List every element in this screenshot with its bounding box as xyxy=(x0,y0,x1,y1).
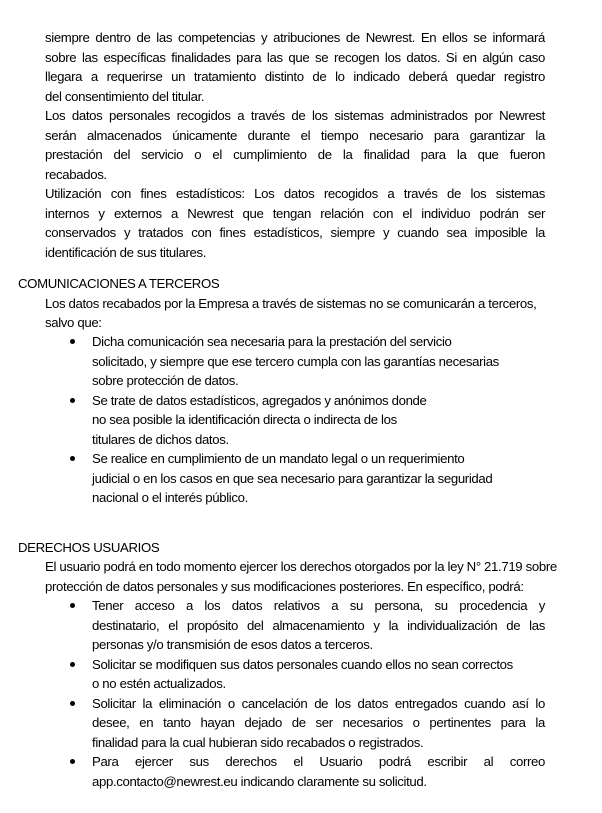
text-line: personas y/o transmisión de esos datos a terceros. xyxy=(92,637,373,652)
text-line: protección de datos personales y sus modificaciones posteriores. En específico, podrá: xyxy=(45,579,524,594)
text-line: Utilización con fines estadísticos: Los datos recogidos a través de los sistemas xyxy=(45,186,545,201)
text-line: prestación del servicio o el cumplimiento de la finalidad para la que fueron xyxy=(45,147,545,162)
text-line: Solicitar la eliminación o cancelación de los datos entregados cuando así lo xyxy=(92,696,545,711)
text-line: desee, en tanto hayan dejado de ser necesarios o pertinentes para la xyxy=(92,715,545,730)
text-line: del consentimiento del titular. xyxy=(45,89,205,104)
text-line: no sea posible la identificación directa o indirecta de los xyxy=(92,412,397,427)
text-line: siempre dentro de las competencias y atribuciones de Newrest. En ellos se informará xyxy=(45,30,545,45)
text-line: Solicitar se modifiquen sus datos personales cuando ellos no sean correctos xyxy=(92,657,513,672)
text-line: Se realice en cumplimiento de un mandato legal o un requerimiento xyxy=(92,451,465,466)
text-line: sobre protección de datos. xyxy=(92,373,239,388)
text-line: solicitado, y siempre que ese tercero cumpla con las garantías necesarias xyxy=(92,354,499,369)
text-line: Tener acceso a los datos relativos a su persona, su procedencia y xyxy=(92,598,545,613)
text-line: destinatario, el propósito del almacenamiento y la individualización de las xyxy=(92,618,545,633)
text-line: nacional o el interés público. xyxy=(92,490,248,505)
text-line: Se trate de datos estadísticos, agregados y anónimos donde xyxy=(92,393,427,408)
text-line: conservados y tratados con fines estadísticos, siempre y cuando sea imposible la xyxy=(45,225,545,240)
bullet-icon xyxy=(70,339,75,344)
text-line: judicial o en los casos en que sea necesario para garantizar la seguridad xyxy=(92,471,493,486)
text-line: serán almacenados únicamente durante el tiempo necesario para garantizar la xyxy=(45,128,545,143)
text-line: sobre las específicas finalidades para las que se recogen los datos. Si en algún caso xyxy=(45,50,545,65)
bullet-icon xyxy=(70,759,75,764)
bullet-icon xyxy=(70,398,75,403)
section-heading: COMUNICACIONES A TERCEROS xyxy=(18,276,220,291)
text-line: Dicha comunicación sea necesaria para la prestación del servicio xyxy=(92,334,452,349)
text-line: llegara a requerirse un tratamiento distinto de lo indicado deberá quedar registro xyxy=(45,69,545,84)
text-line: recabados. xyxy=(45,167,107,182)
text-line: El usuario podrá en todo momento ejercer los derechos otorgados por la ley N° 21.719 sobre xyxy=(45,559,557,574)
text-line: salvo que: xyxy=(45,315,102,330)
bullet-icon xyxy=(70,603,75,608)
text-line: finalidad para la cual hubieran sido recabados o registrados. xyxy=(92,735,424,750)
bullet-icon xyxy=(70,456,75,461)
text-line: Los datos recabados por la Empresa a través de sistemas no se comunicarán a terceros, xyxy=(45,296,537,311)
text-line: identificación de sus titulares. xyxy=(45,245,207,260)
text-line: o no estén actualizados. xyxy=(92,676,226,691)
text-line: titulares de dichos datos. xyxy=(92,432,229,447)
bullet-icon xyxy=(70,662,75,667)
text-line: internos y externos a Newrest que tengan relación con el individuo podrán ser xyxy=(45,206,545,221)
text-line: Los datos personales recogidos a través de los sistemas administrados por Newrest xyxy=(45,108,545,123)
text-line: Para ejercer sus derechos el Usuario podrá escribir al correo xyxy=(92,754,545,769)
section-heading: DERECHOS USUARIOS xyxy=(18,540,160,555)
bullet-icon xyxy=(70,701,75,706)
contact-email-line: app.contacto@newrest.eu indicando claramente su solicitud. xyxy=(92,774,427,789)
